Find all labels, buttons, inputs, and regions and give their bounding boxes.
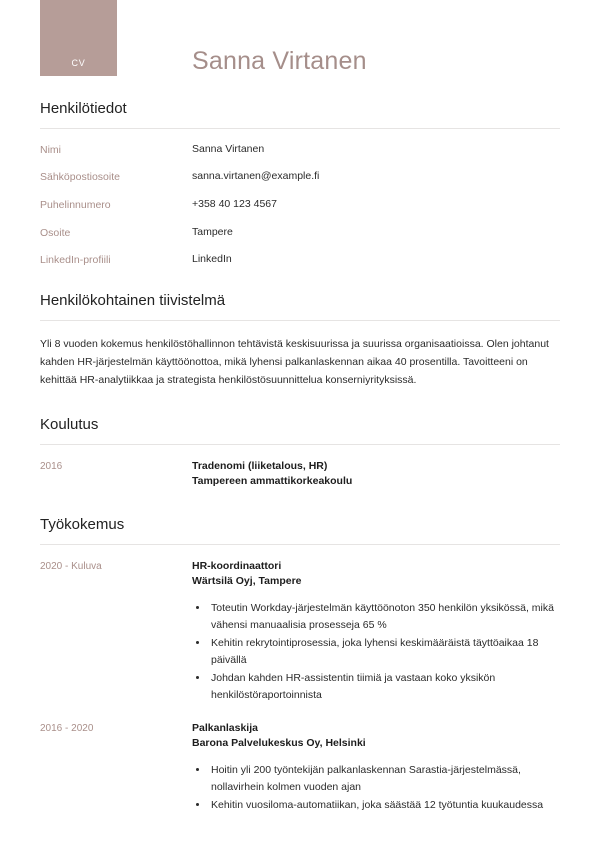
- detail-value: +358 40 123 4567: [192, 198, 277, 211]
- section-divider: [40, 320, 560, 321]
- section-summary: [0, 292, 600, 389]
- experience-entry-body: [192, 721, 560, 815]
- detail-label: Puhelinnumero: [40, 199, 111, 212]
- bullet-item: • Kehitin rekrytointiprosessia, joka lyhensi keskimääräistä täyttöaikaa 18 päivällä: [209, 635, 560, 669]
- detail-label: Nimi: [40, 143, 61, 156]
- experience-entry: [40, 721, 560, 815]
- detail-value-linkedin[interactable]: LinkedIn: [192, 253, 232, 266]
- experience-entry-employer: Barona Palvelukeskus Oy, Helsinki: [192, 736, 366, 749]
- experience-entry-date: 2016 - 2020: [40, 722, 94, 734]
- experience-entry-body: [192, 559, 560, 705]
- detail-label: Osoite: [40, 226, 71, 239]
- detail-label: Sähköpostiosoite: [40, 171, 120, 184]
- detail-value: Sanna Virtanen: [192, 142, 265, 155]
- experience-entry-employer: Wärtsilä Oyj, Tampere: [192, 575, 302, 588]
- cv-badge: [40, 0, 117, 76]
- section-title-experience: Työkokemus: [40, 516, 125, 534]
- bullet-item: • Kehitin vuosiloma-automatiikan, joka säästää 12 työtuntia kuukaudessa: [209, 797, 560, 814]
- spacer: [0, 389, 600, 416]
- section-divider: [40, 444, 560, 445]
- bullet-item: • Toteutin Workday-järjestelmän käyttöönoton 350 henkilön yksikössä, mikä vähensi manuaalisia prosesseja 65 %: [209, 600, 560, 634]
- education-entry-body: [192, 459, 560, 489]
- experience-entry-role: Palkanlaskija: [192, 721, 258, 734]
- section-divider: [40, 544, 560, 545]
- section-title-personal-details: Henkilötiedot: [40, 100, 127, 117]
- cv-header: [0, 0, 600, 100]
- detail-row-email: [40, 170, 560, 185]
- section-personal-details: [0, 100, 600, 268]
- detail-value: sanna.virtanen@example.fi: [192, 170, 320, 183]
- bullet-item: • Hoitin yli 200 työntekijän palkanlaskennan Sarastia-järjestelmässä, nollavirhein kolmen vuoden ajan: [209, 762, 560, 796]
- section-title-education: Koulutus: [40, 415, 99, 433]
- experience-entry-bullets: [192, 600, 560, 704]
- section-experience: [0, 516, 600, 814]
- detail-value: Tampere: [192, 225, 233, 238]
- experience-entry: [40, 559, 560, 705]
- education-entry-date: 2016: [40, 460, 63, 472]
- detail-row-address: [40, 226, 560, 241]
- section-title-summary: Henkilökohtainen tiivistelmä: [40, 291, 226, 309]
- section-education: [0, 416, 600, 489]
- experience-entry-role: HR-koordinaattori: [192, 560, 282, 573]
- summary-paragraph: Yli 8 vuoden kokemus henkilöstöhallinnon tehtävistä keskisuurissa ja suurissa organisaatioissa. Olen johtanut kahden HR-järjestelmän käyttöönottoa, mikä lyhensi palkanlaskennan aikaa 40 prosentilla. Tavoitteeni on kehittää HR-analytiikkaa ja strategista henkilöstösuunnittelua konserniyrityksissä.: [40, 337, 549, 386]
- education-entry-institution: Tampereen ammattikorkeakoulu: [192, 474, 353, 487]
- spacer: [0, 488, 600, 516]
- detail-row-linkedin: [40, 253, 560, 268]
- experience-entry-bullets: [192, 762, 560, 814]
- candidate-name: Sanna Virtanen: [192, 47, 367, 75]
- detail-row-phone: [40, 198, 560, 213]
- detail-label: LinkedIn-profiili: [40, 254, 111, 267]
- experience-entry-date: 2020 - Kuluva: [40, 561, 102, 573]
- bullet-item: • Johdan kahden HR-assistentin tiimiä ja vastaan koko yksikön henkilöstöraportoinnista: [209, 670, 560, 704]
- detail-row-nimi: [40, 143, 560, 158]
- education-entry: [40, 459, 560, 489]
- spacer: [0, 268, 600, 292]
- cv-badge-label: CV: [71, 58, 86, 68]
- education-entry-degree: Tradenomi (liiketalous, HR): [192, 459, 328, 472]
- section-divider: [40, 128, 560, 129]
